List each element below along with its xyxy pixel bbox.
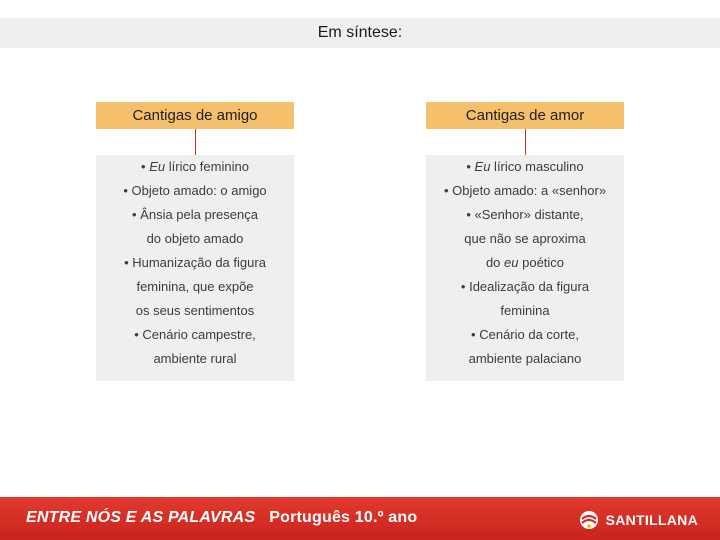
- list-item-emphasis: eu: [504, 255, 519, 270]
- title-bar: [0, 18, 720, 48]
- box-cantigas-de-amor: [426, 155, 624, 381]
- list-item-text: ambiente rural: [153, 351, 237, 366]
- list-item-text: Objeto amado: o amigo: [131, 183, 267, 198]
- list-item: [426, 227, 624, 251]
- bullet: •: [471, 327, 480, 342]
- connector-line-right: [525, 129, 526, 155]
- bullet: •: [132, 207, 141, 222]
- list-item-text: poético: [518, 255, 565, 270]
- list-item: [96, 299, 294, 323]
- list-item-text: feminina: [500, 303, 550, 318]
- bullet: •: [460, 279, 470, 294]
- header-cantigas-de-amigo: Cantigas de amigo: [96, 102, 294, 129]
- list-item: [96, 155, 294, 179]
- list-item-text: «Senhor» distante,: [474, 207, 584, 222]
- bullet: •: [443, 183, 453, 198]
- list-item-text: Ânsia pela presença: [140, 207, 258, 222]
- list-item-text: lírico feminino: [165, 159, 249, 174]
- list-cantigas-de-amor: [426, 155, 624, 371]
- bullet: •: [466, 159, 475, 174]
- santillana-logo-icon: [578, 510, 600, 530]
- footer-series: [26, 509, 417, 527]
- bullet: •: [141, 159, 150, 174]
- list-item: [426, 203, 624, 227]
- list-item: [426, 251, 624, 275]
- list-item-emphasis: Eu: [149, 159, 166, 174]
- box-cantigas-de-amigo: [96, 155, 294, 381]
- list-item: [426, 275, 624, 299]
- list-item-text: Objeto amado: a «senhor»: [452, 183, 607, 198]
- footer-bar: [0, 497, 720, 540]
- brand-name: SANTILLANA: [605, 512, 698, 528]
- brand-logo: [578, 509, 698, 531]
- list-item-text: do objeto amado: [146, 231, 244, 246]
- header-cantigas-de-amor: Cantigas de amor: [426, 102, 624, 129]
- list-item-text: Humanização da figura: [132, 255, 266, 270]
- list-item-emphasis: Eu: [474, 159, 491, 174]
- list-item: [426, 155, 624, 179]
- list-item-text: que não se aproxima: [464, 231, 586, 246]
- list-item: [96, 203, 294, 227]
- list-item-text: lírico masculino: [490, 159, 584, 174]
- list-item: [96, 275, 294, 299]
- page-title: Em síntese:: [317, 24, 403, 41]
- list-item-text: do: [485, 255, 505, 270]
- list-cantigas-de-amigo: [96, 155, 294, 371]
- connector-line-left: [195, 129, 196, 155]
- bullet: •: [134, 327, 143, 342]
- bullet: •: [123, 183, 132, 198]
- footer-series-title: ENTRE NÓS E AS PALAVRAS: [26, 509, 256, 526]
- bullet: •: [124, 255, 133, 270]
- list-item-text: feminina, que expõe: [136, 279, 254, 294]
- list-item: [96, 227, 294, 251]
- list-item-text: Cenário da corte,: [479, 327, 579, 342]
- list-item-text: os seus sentimentos: [135, 303, 255, 318]
- list-item: [96, 323, 294, 347]
- list-item: [426, 347, 624, 371]
- list-item: [96, 347, 294, 371]
- list-item-text: Idealização da figura: [469, 279, 590, 294]
- list-item: [96, 179, 294, 203]
- list-item-text: ambiente palaciano: [468, 351, 582, 366]
- list-item: [426, 299, 624, 323]
- list-item-text: Cenário campestre,: [142, 327, 256, 342]
- list-item: [96, 251, 294, 275]
- list-item: [426, 323, 624, 347]
- list-item: [426, 179, 624, 203]
- footer-subject: Português 10.º ano: [269, 509, 418, 526]
- bullet: •: [466, 207, 475, 222]
